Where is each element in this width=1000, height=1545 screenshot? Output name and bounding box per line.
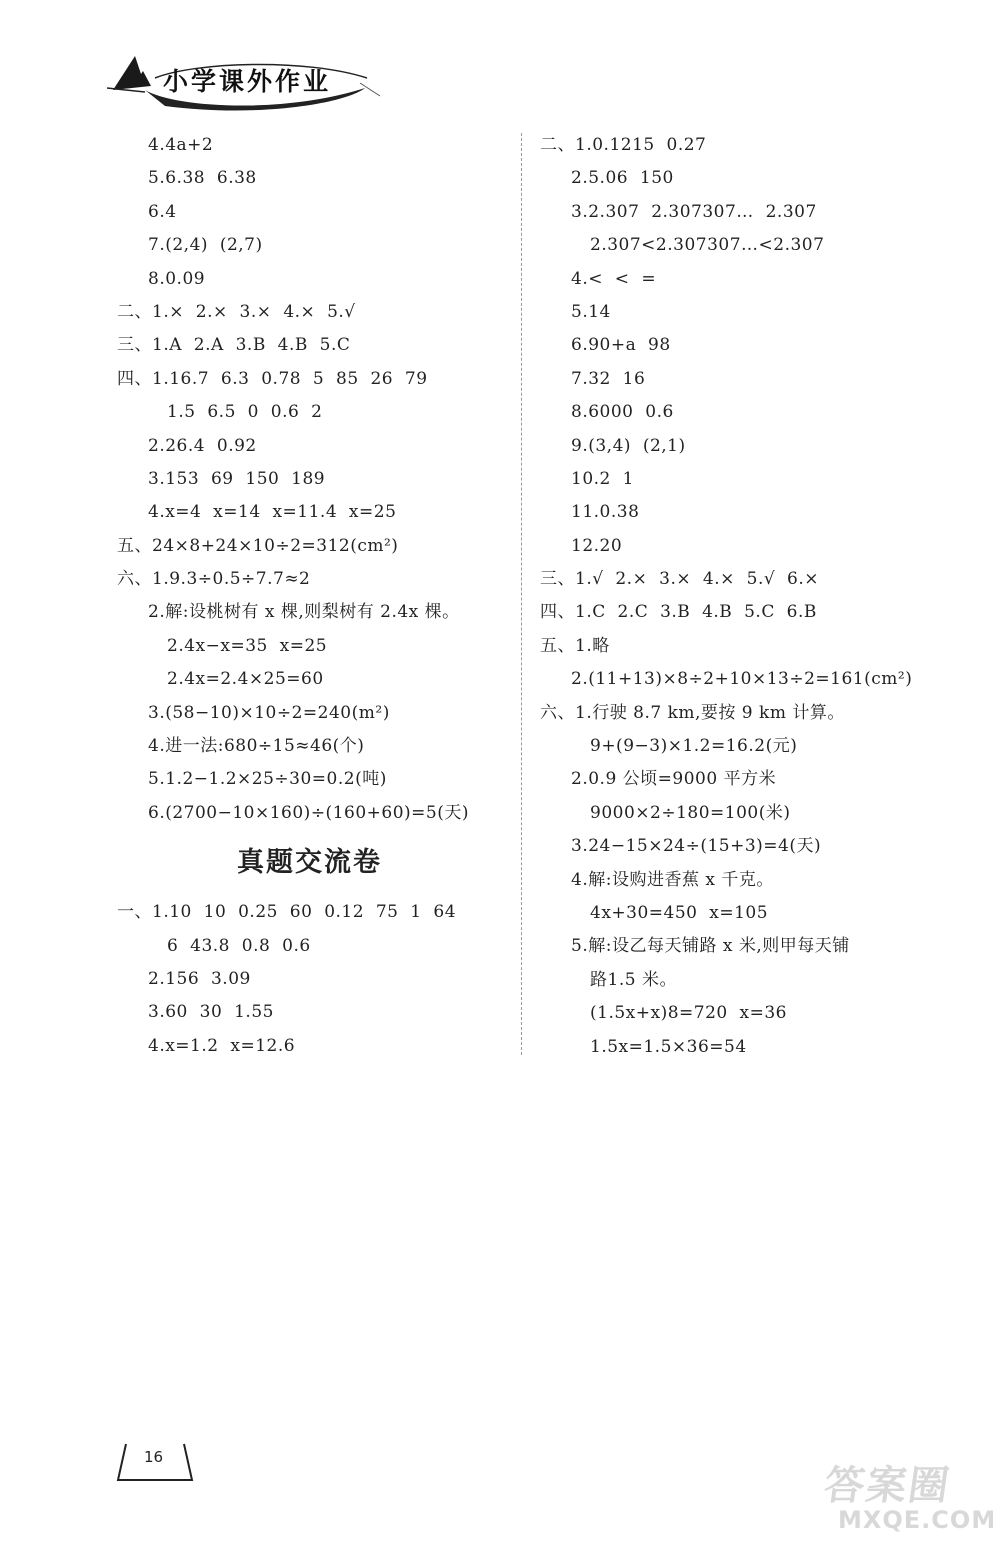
answer-line: 2.解:设桃树有 x 棵,则梨树有 2.4x 棵。 xyxy=(148,602,460,623)
answer-line: 1.5x=1.5×36=54 xyxy=(590,1036,747,1057)
answer-line: 2.26.4 0.92 xyxy=(148,435,257,456)
answer-line: 7.(2,4) (2,7) xyxy=(148,235,263,256)
answer-line: 2.156 3.09 xyxy=(148,968,251,989)
answer-line: 4.< < = xyxy=(571,268,657,289)
answer-line: 路1.5 米。 xyxy=(590,969,677,990)
answer-line: 3.60 30 1.55 xyxy=(148,1002,274,1023)
right-answer-list xyxy=(540,129,970,1064)
answer-line: 四、1.16.7 6.3 0.78 5 85 26 79 xyxy=(117,368,428,389)
answer-line: 9000×2÷180=100(米) xyxy=(590,802,791,823)
answer-line: 2.0.9 公顷=9000 平方米 xyxy=(571,769,777,790)
header-title: 小学课外作业 xyxy=(163,67,332,96)
answer-line: (1.5x+x)8=720 x=36 xyxy=(590,1003,787,1024)
section-title: 真题交流卷 xyxy=(237,847,382,879)
answer-line: 六、1.行驶 8.7 km,要按 9 km 计算。 xyxy=(540,702,845,723)
answer-line: 6.90+a 98 xyxy=(571,335,671,356)
page-number: 16 xyxy=(144,1448,164,1466)
left-answer-list-2 xyxy=(117,896,512,1063)
answer-line: 3.(58−10)×10÷2=240(m²) xyxy=(148,702,390,723)
answer-line: 6.4 xyxy=(148,201,177,222)
answer-line: 12.20 xyxy=(571,535,623,556)
answer-line: 3.24−15×24÷(15+3)=4(天) xyxy=(571,836,822,857)
answer-line: 三、1.√ 2.× 3.× 4.× 5.√ 6.× xyxy=(540,569,819,590)
answer-line: 8.6000 0.6 xyxy=(571,402,674,423)
answer-line: 3.153 69 150 189 xyxy=(148,468,326,489)
answer-line: 4.4a+2 xyxy=(148,135,214,155)
answer-line: 4.解:设购进香蕉 x 千克。 xyxy=(571,869,774,890)
answer-line: 4.x=1.2 x=12.6 xyxy=(148,1035,296,1056)
answer-line: 4.进一法:680÷15≈46(个) xyxy=(148,736,365,757)
answer-line: 1.5 6.5 0 0.6 2 xyxy=(167,402,323,423)
answer-line: 2.4x=2.4×25=60 xyxy=(167,669,324,690)
answer-line: 4x+30=450 x=105 xyxy=(590,902,769,923)
answer-line: 11.0.38 xyxy=(571,502,640,523)
answer-line: 三、1.A 2.A 3.B 4.B 5.C xyxy=(117,335,351,356)
answer-line: 2.(11+13)×8÷2+10×13÷2=161(cm²) xyxy=(571,669,913,690)
answer-line: 一、1.10 10 0.25 60 0.12 75 1 64 xyxy=(117,902,457,923)
answer-line: 4.x=4 x=14 x=11.4 x=25 xyxy=(148,502,397,523)
answer-line: 6.(2700−10×160)÷(160+60)=5(天) xyxy=(148,802,469,823)
column-divider xyxy=(521,133,522,1055)
watermark-url: MXQE.COM xyxy=(838,1506,997,1534)
answer-line: 五、24×8+24×10÷2=312(cm²) xyxy=(117,535,399,556)
answer-line: 9.(3,4) (2,1) xyxy=(571,435,686,456)
right-column xyxy=(540,129,970,1064)
answer-line: 2.5.06 150 xyxy=(571,168,674,189)
answer-line: 5.1.2−1.2×25÷30=0.2(吨) xyxy=(148,769,387,790)
answer-line: 2.307<2.307307…<2.307 xyxy=(590,235,825,256)
answer-line: 六、1.9.3÷0.5÷7.7≈2 xyxy=(117,569,311,590)
answer-line: 7.32 16 xyxy=(571,368,646,389)
watermark-logo: 答案圈 xyxy=(821,1463,954,1509)
answer-line: 二、1.0.1215 0.27 xyxy=(540,135,707,155)
left-column xyxy=(117,129,512,1063)
answer-line: 8.0.09 xyxy=(148,268,206,289)
answer-line: 2.4x−x=35 x=25 xyxy=(167,635,328,656)
answer-line: 5.14 xyxy=(571,301,611,322)
answer-line: 二、1.× 2.× 3.× 4.× 5.√ xyxy=(117,301,356,322)
left-answer-list xyxy=(117,129,512,830)
answer-line: 四、1.C 2.C 3.B 4.B 5.C 6.B xyxy=(540,602,817,623)
answer-line: 5.解:设乙每天铺路 x 米,则甲每天铺 xyxy=(571,936,850,957)
answer-line: 5.6.38 6.38 xyxy=(148,168,257,189)
answer-line: 9+(9−3)×1.2=16.2(元) xyxy=(590,736,798,757)
answer-line: 五、1.略 xyxy=(540,635,610,656)
answer-line: 3.2.307 2.307307… 2.307 xyxy=(571,201,817,222)
answer-line: 6 43.8 0.8 0.6 xyxy=(167,935,311,956)
answer-line: 10.2 1 xyxy=(571,468,634,489)
